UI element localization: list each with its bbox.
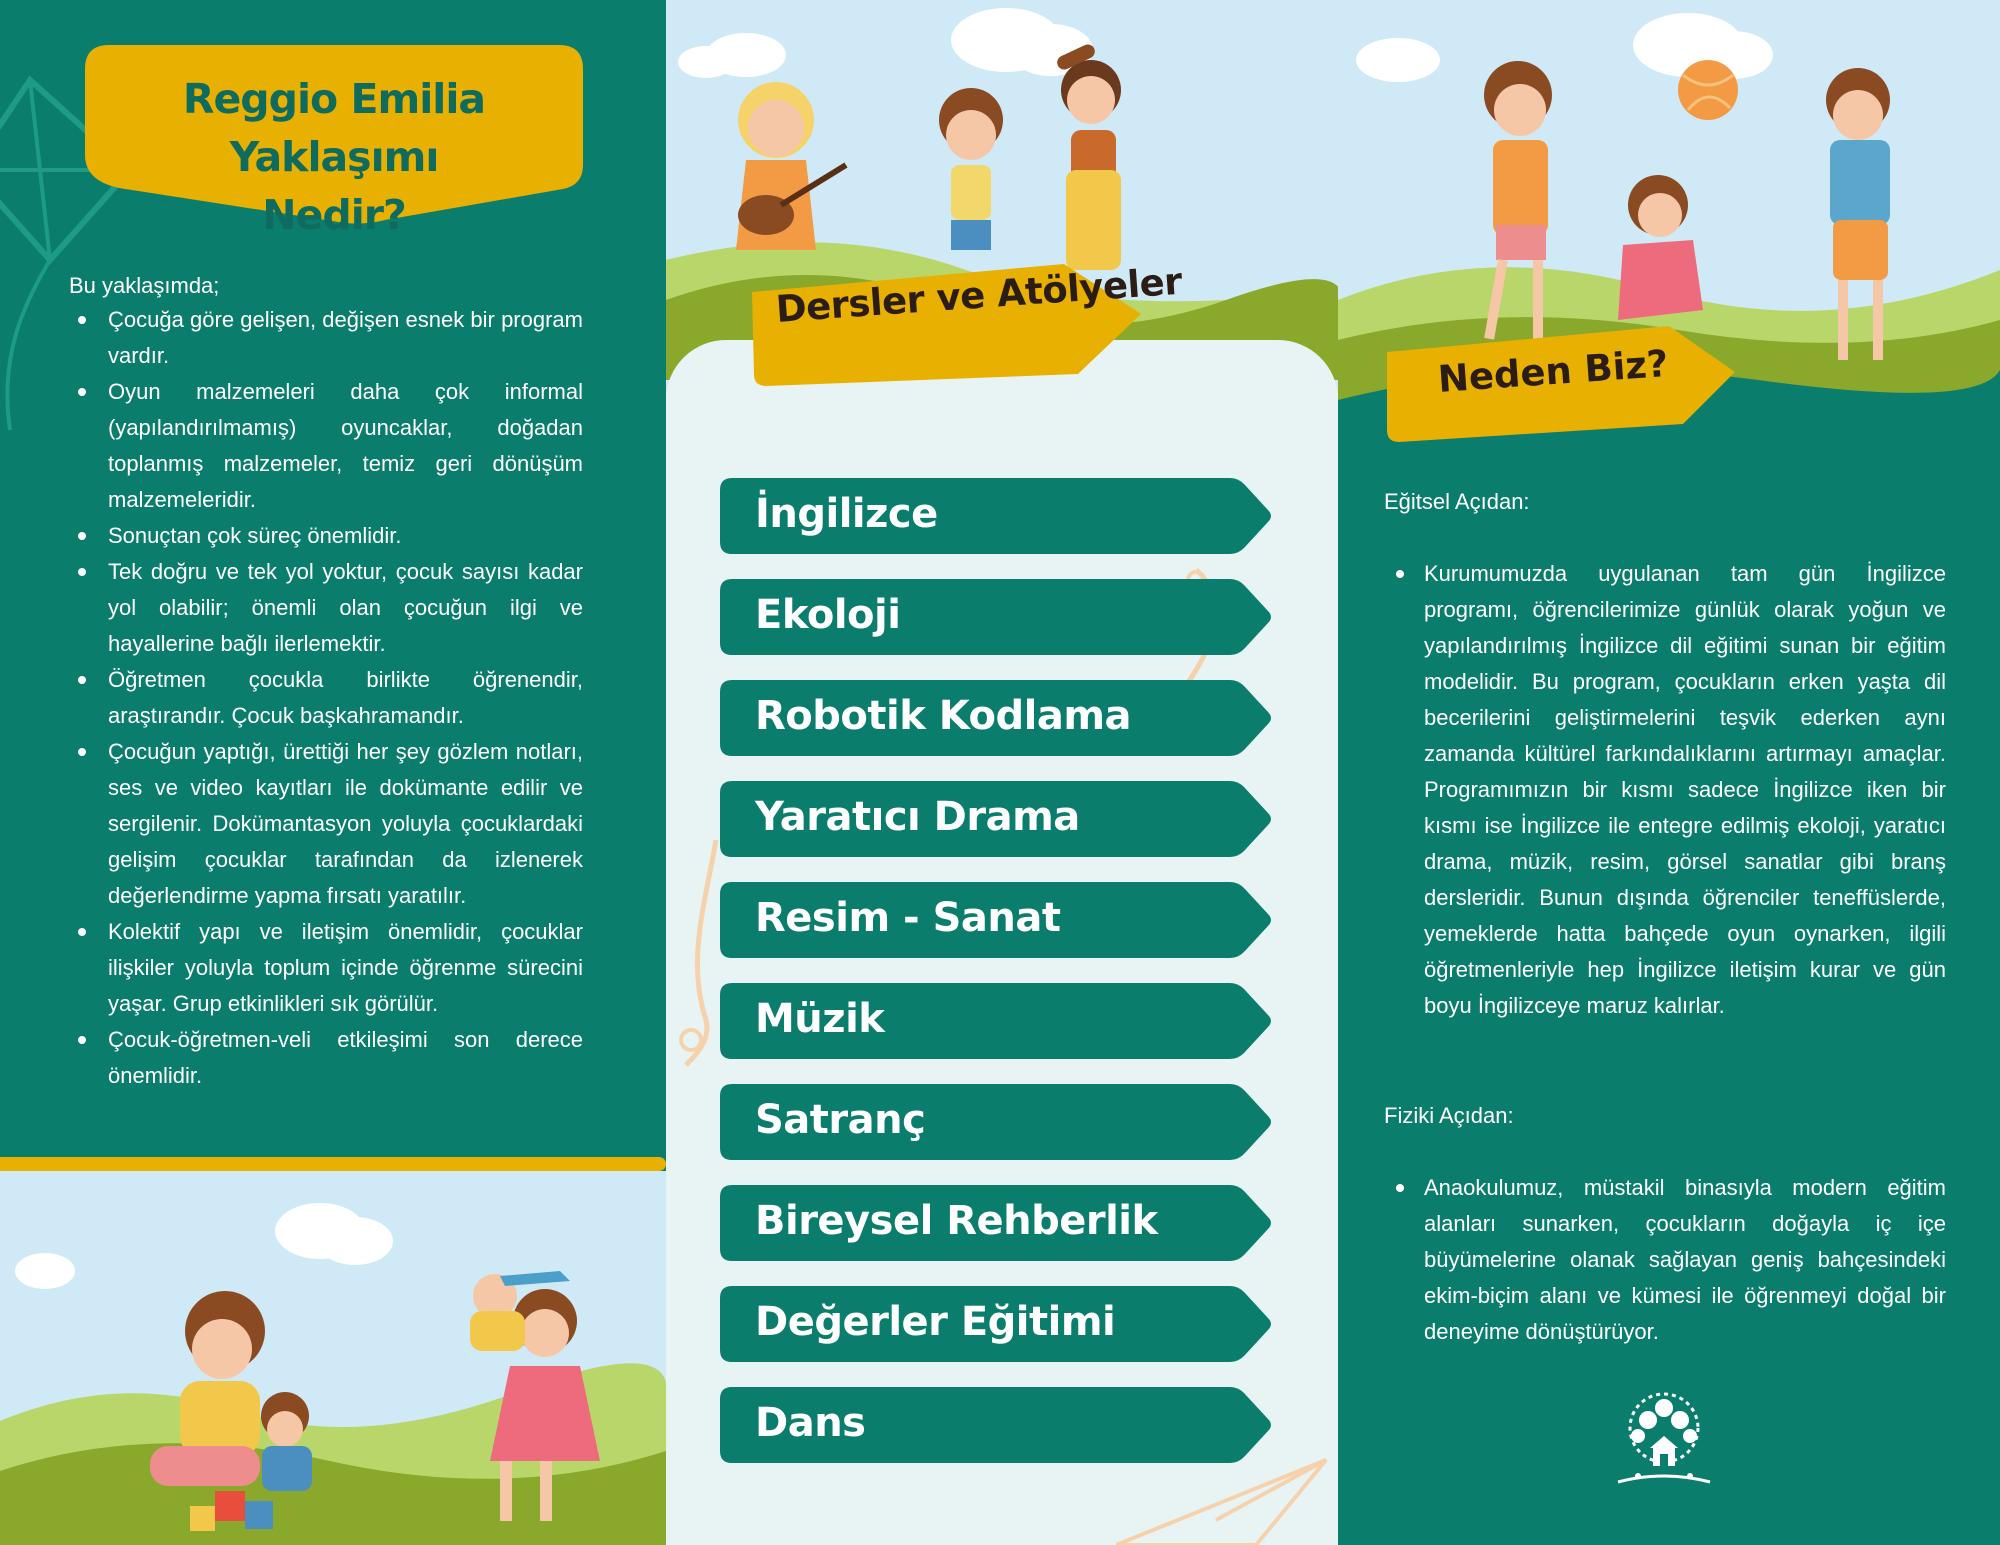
course-label: Robotik Kodlama [755,693,1132,739]
physical-list [1384,1170,1946,1350]
list-item: Çocuk-öğretmen-veli etkileşimi son derece önemlidir. [69,1022,583,1094]
course-label: Müzik [755,996,885,1042]
course-label: Ekoloji [755,592,901,638]
course-item-ingilizce [720,478,1276,554]
list-item: Sonuçtan çok süreç önemlidir. [69,518,583,554]
course-label: Yaratıcı Drama [755,794,1080,840]
middle-panel [666,0,1338,1545]
course-item-yaratici-drama [720,781,1276,857]
playing-children-illustration [0,1171,666,1545]
tree-house-logo-icon [1608,1390,1720,1492]
educational-section-label: Eğitsel Açıdan: [1384,489,1530,514]
paper-plane-icon [1116,1450,1336,1545]
page-title-line-1: Reggio Emilia Yaklaşımı [182,75,486,181]
course-item-robotik-kodlama [720,680,1276,756]
list-item: Kurumumuzda uygulanan tam gün İngilizce programı, öğrencilerimize günlük olarak yoğun ve yapılandırılmış İngilizce dil eğitimi sunan bir eğitim modelidir. Bu program, çocukların erken yaşta dil becerilerini geliştirmelerini teşvik ederken aynı zamanda kültürel farkındalıklarını artırmayı amaçlar. Programımızın bir kısmı sadece İngilizce iken bir kısmı ise İngilizce ile entegre edilmiş ekoloji, yaratıcı drama, müzik, resim, görsel sanatlar gibi branş dersleridir. Bunun dışında öğrenciler teneffüslerde, yemeklerde hatta bahçede oyun oynarken, ilgili öğretmenleriyle hep İngilizce iletişim kurar ve gün boyu İngilizceye maruz kalırlar. [1384,556,1946,1024]
list-item: Kolektif yapı ve iletişim önemlidir, çocuklar ilişkiler yoluyla toplum içinde öğrenme sürecini yaşar. Grup etkinlikleri sık görülür. [69,914,583,1022]
divider [0,1157,666,1171]
course-item-satranc [720,1084,1276,1160]
list-item: Öğretmen çocukla birlikte öğrenendir, araştırandır. Çocuk başkahramandır. [69,662,583,734]
course-label: Bireysel Rehberlik [755,1198,1158,1244]
course-label: Satranç [755,1097,926,1143]
course-item-dans [720,1387,1276,1463]
course-item-muzik [720,983,1276,1059]
intro-text: Bu yaklaşımda; [69,273,220,298]
left-panel [0,0,666,1545]
course-label: Resim - Sanat [755,895,1061,941]
course-item-resim-sanat [720,882,1276,958]
page-title [85,70,583,244]
why-us-heading: Neden Biz? [1436,341,1670,401]
course-label: Dans [755,1400,866,1446]
course-label: Değerler Eğitimi [755,1299,1116,1345]
right-panel [1338,0,2000,1545]
course-item-ekoloji [720,579,1276,655]
course-item-bireysel-rehberlik [720,1185,1276,1261]
list-item: Anaokulumuz, müstakil binasıyla modern eğitim alanları sunarken, çocukların doğayla iç içe büyümelerine olanak sağlayan geniş bahçesindeki ekim-biçim alanı ve kümesi ile öğrenmeyi doğal bir deneyime dönüştürüyor. [1384,1170,1946,1350]
physical-section-label: Fiziki Açıdan: [1384,1103,1514,1128]
approach-list [69,302,583,1094]
list-item: Tek doğru ve tek yol yoktur, çocuk sayısı kadar yol olabilir; önemli olan çocuğun ilgi ve hayallerine bağlı ilerlemektir. [69,554,583,662]
list-item: Çocuğa göre gelişen, değişen esnek bir program vardır. [69,302,583,374]
list-item: Oyun malzemeleri daha çok informal (yapılandırılmamış) oyuncaklar, doğadan toplanmış malzemeler, temiz geri dönüşüm malzemeleridir. [69,374,583,518]
course-item-degerler-egitimi [720,1286,1276,1362]
page-title-line-2: Nedir? [262,191,406,239]
courses-heading: Dersler ve Atölyeler [774,259,1184,331]
course-label: İngilizce [755,491,938,537]
list-item: Çocuğun yaptığı, ürettiği her şey gözlem notları, ses ve video kayıtları ile dokümante edilir ve sergilenir. Dokümantasyon yoluyla çocuklardaki gelişim çocuklar tarafından da izlenerek değerlendirme yapma fırsatı yaratılır. [69,734,583,914]
educational-list [1384,556,1946,1024]
